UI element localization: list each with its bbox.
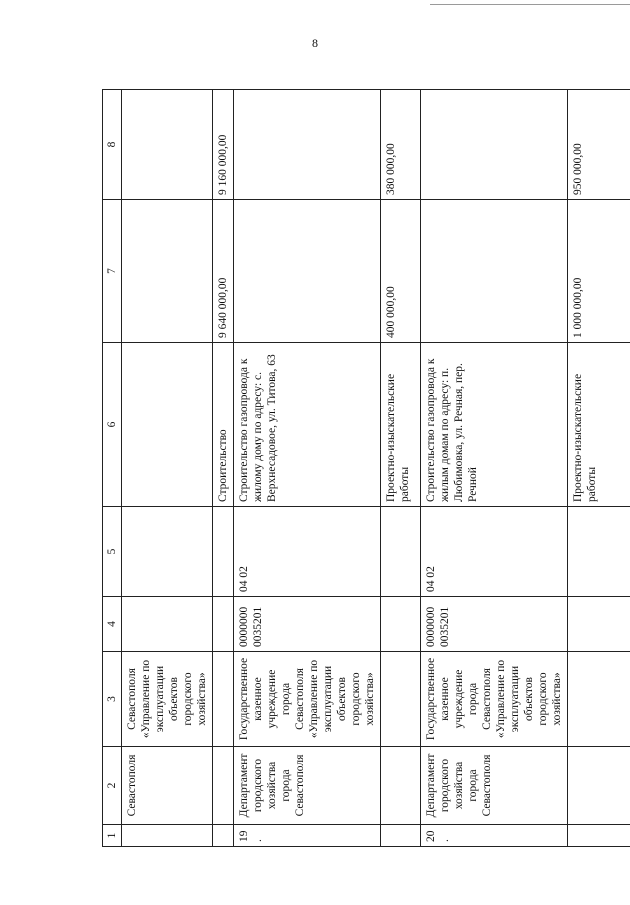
cont-num-cell (122, 825, 213, 847)
cont-object-cell (122, 343, 213, 507)
table-row-20-subtotal (568, 90, 630, 847)
amount-cell: 9 640 000,00 (213, 200, 234, 343)
budget-table (102, 89, 630, 847)
rotated-table-frame (102, 90, 607, 847)
header-cell-7: 7 (103, 200, 122, 343)
table-row-20 (421, 90, 568, 847)
budget-code-cell: 0000000 0035201 (234, 597, 381, 652)
row-number-cell: 19. (234, 825, 381, 847)
header-row (103, 90, 122, 847)
department-cell: Департамент городского хозяйства города Севастополя (234, 747, 381, 825)
work-type-cell: Строительство (213, 343, 234, 507)
institution-cell: Государственное казенное учреждение города Севастополя «Управление по эксплуатации объектов городского хозяйства» (234, 652, 381, 747)
header-cell-2: 2 (103, 747, 122, 825)
department-cell: Департамент городского хозяйства города Севастополя (421, 747, 568, 825)
amount-cell: 1 000 000,00 (568, 200, 630, 343)
amount-cell (421, 200, 568, 343)
table-row-continued (122, 90, 213, 847)
institution-cell: Государственное казенное учреждение города Севастополя «Управление по эксплуатации объектов городского хозяйства» (421, 652, 568, 747)
header-cell-4: 4 (103, 597, 122, 652)
section-code-cell: 04 02 (234, 507, 381, 597)
cont-amount-cell (122, 200, 213, 343)
cont-section-cell (122, 507, 213, 597)
cont-institution-cell: Севастополя «Управление по эксплуатации объектов городского хозяйства» (122, 652, 213, 747)
header-cell-1: 1 (103, 825, 122, 847)
section-code-cell: 04 02 (421, 507, 568, 597)
amount2-cell: 380 000,00 (381, 90, 421, 200)
table-row-19-subtotal (381, 90, 421, 847)
header-cell-5: 5 (103, 507, 122, 597)
cont-amount2-cell (122, 90, 213, 200)
header-cell-8: 8 (103, 90, 122, 200)
amount2-cell: 950 000,00 (568, 90, 630, 200)
budget-code-cell: 0000000 0035201 (421, 597, 568, 652)
amount2-cell (421, 90, 568, 200)
page-number: 8 (312, 36, 318, 50)
work-type-cell: Проектно-изыскательские работы (568, 343, 630, 507)
table-row-19 (234, 90, 381, 847)
row-number-cell: 20. (421, 825, 568, 847)
amount-cell (234, 200, 381, 343)
top-rule (430, 4, 630, 5)
cont-department-cell: Севастополя (122, 747, 213, 825)
cont-code-cell (122, 597, 213, 652)
header-cell-6: 6 (103, 343, 122, 507)
header-cell-3: 3 (103, 652, 122, 747)
work-type-cell: Проектно-изыскательские работы (381, 343, 421, 507)
object-description-cell: Строительство газопровода к жилому дому по адресу: с. Верхнесадовое, ул. Титова, 63 (234, 343, 381, 507)
amount2-cell: 9 160 000,00 (213, 90, 234, 200)
amount-cell: 400 000,00 (381, 200, 421, 343)
amount2-cell (234, 90, 381, 200)
object-description-cell: Строительство газопровода к жилым домам по адресу: п. Любимовка, ул. Речная, пер. Речной (421, 343, 568, 507)
rotated-table-container (102, 90, 607, 847)
table-row-subtotal (213, 90, 234, 847)
